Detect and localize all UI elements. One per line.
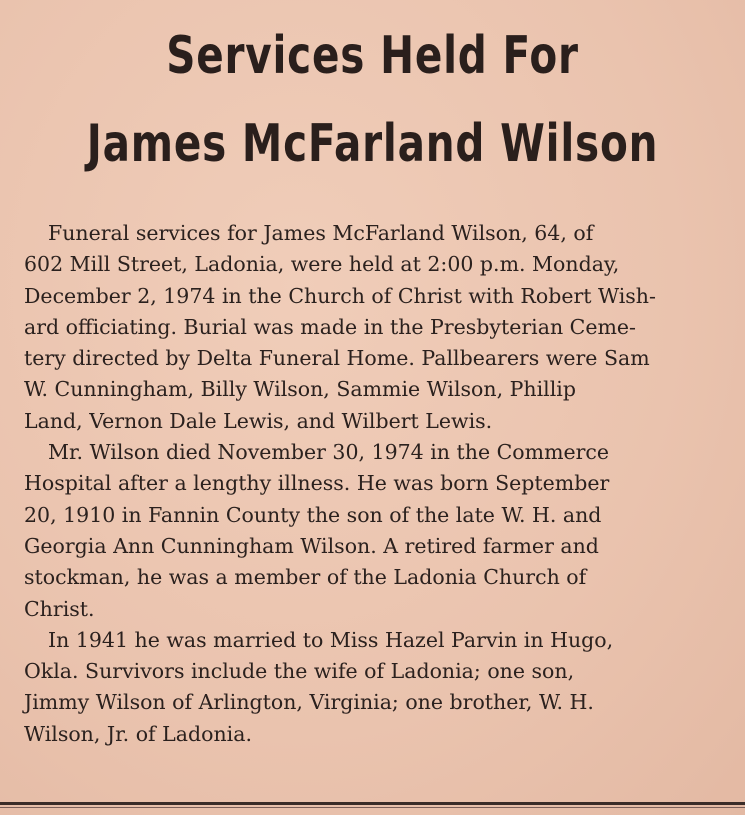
article-line: Funeral services for James McFarland Wilson, 64, of bbox=[48, 221, 594, 245]
article-line: W. Cunningham, Billy Wilson, Sammie Wilson, Phillip bbox=[24, 377, 576, 402]
article-line: stockman, he was a member of the Ladonia Church of bbox=[24, 565, 587, 590]
headline-line-1: Services Held For bbox=[166, 26, 579, 86]
article-line: Land, Vernon Dale Lewis, and Wilbert Lewis. bbox=[24, 408, 493, 433]
headline-line-2: James McFarland Wilson bbox=[86, 114, 659, 174]
article-line: Mr. Wilson died November 30, 1974 in the Commerce bbox=[48, 440, 610, 465]
article-line: Okla. Survivors include the wife of Ladonia; one son, bbox=[24, 659, 575, 684]
article-line: ard officiating. Burial was made in the Presbyterian Ceme- bbox=[24, 314, 636, 339]
article-line: Christ. bbox=[24, 596, 95, 621]
article-line: Wilson, Jr. of Ladonia. bbox=[24, 721, 252, 746]
article-line: Jimmy Wilson of Arlington, Virginia; one brother, W. H. bbox=[24, 690, 594, 715]
article-line: 602 Mill Street, Ladonia, were held at 2:00 p.m. Monday, bbox=[24, 252, 620, 277]
article-line: Hospital after a lengthy illness. He was born September bbox=[24, 471, 610, 496]
bottom-rule-thin bbox=[0, 807, 745, 808]
article-line: 20, 1910 in Fannin County the son of the late W. H. and bbox=[24, 502, 602, 527]
article-line: tery directed by Delta Funeral Home. Pallbearers were Sam bbox=[24, 346, 650, 371]
article-body bbox=[24, 218, 729, 750]
bottom-rule bbox=[0, 802, 745, 805]
article-line: December 2, 1974 in the Church of Christ with Robert Wish- bbox=[24, 283, 656, 308]
article-line: Georgia Ann Cunningham Wilson. A retired farmer and bbox=[24, 533, 599, 558]
article-line: In 1941 he was married to Miss Hazel Parvin in Hugo, bbox=[48, 627, 614, 652]
